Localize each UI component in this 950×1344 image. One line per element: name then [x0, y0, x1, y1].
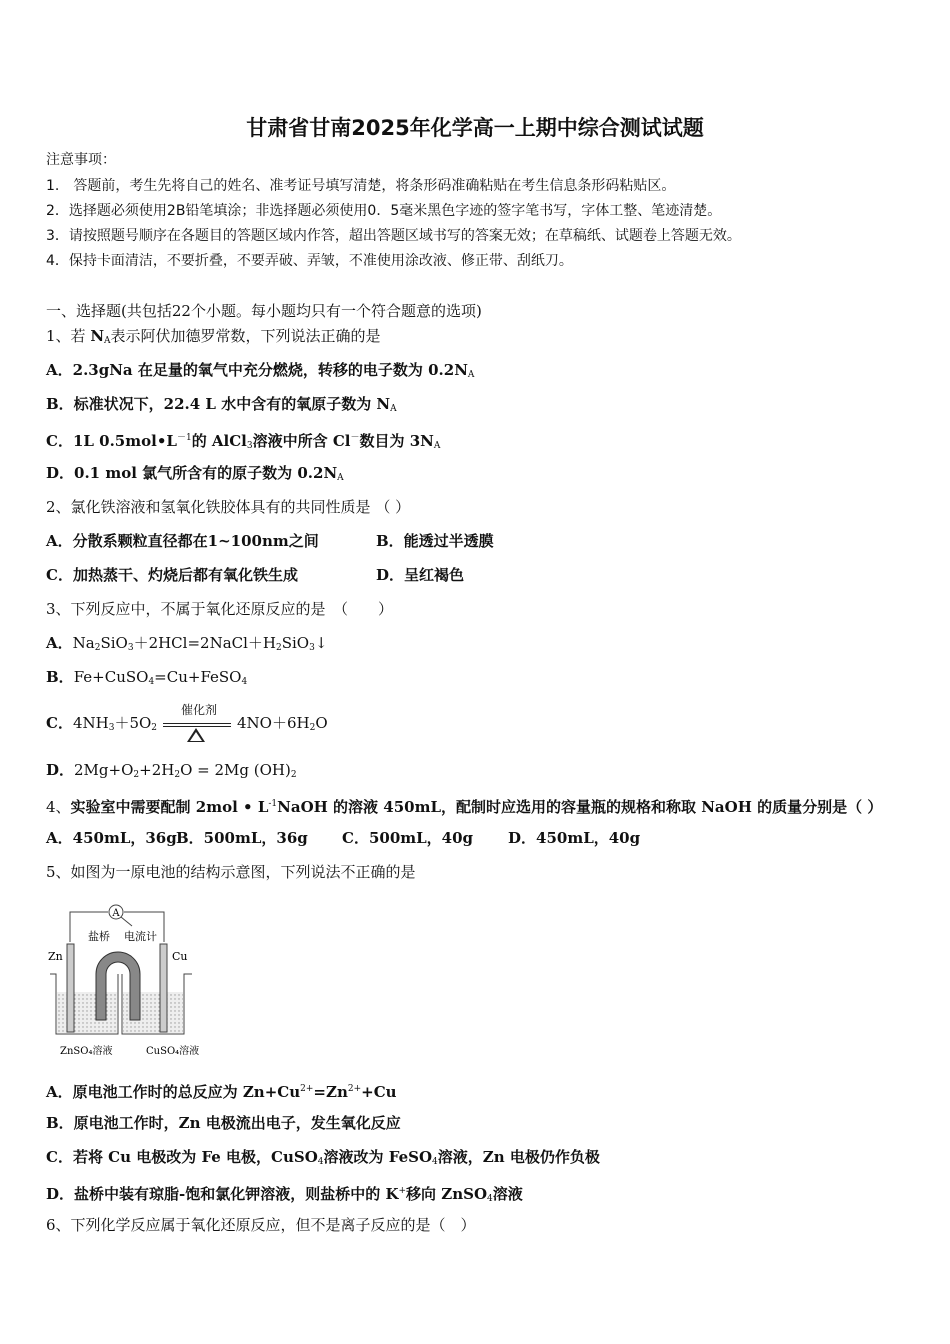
- text-segment: Na: [72, 634, 95, 652]
- section-heading: 一、选择题(共包括22个小题。每小题均只有一个符合题意的选项): [46, 302, 482, 320]
- text-segment: C．若将 Cu 电极改为 Fe 电极，CuSO: [46, 1148, 318, 1166]
- galvanic-cell-diagram: [46, 902, 216, 1062]
- text-segment: C．1L 0.5mol•L: [46, 432, 177, 450]
- question-line: [46, 326, 381, 351]
- catalyst-label: 催化剂: [181, 703, 218, 717]
- question-line: [46, 1215, 476, 1235]
- option: B．500mL，36g: [176, 829, 308, 847]
- equals-line: [163, 726, 231, 727]
- superscript: －1: [176, 433, 192, 443]
- question-line: [46, 633, 327, 658]
- subscript: A: [337, 473, 344, 483]
- subscript: 2: [133, 770, 140, 780]
- text-segment: D．盐桥中装有琼脂-饱和氯化钾溶液，则盐桥中的 K: [46, 1185, 399, 1203]
- question-line: [46, 794, 882, 817]
- subscript: 3: [246, 441, 253, 451]
- text-segment: 溶液: [492, 1185, 523, 1203]
- ammeter-label: A: [112, 908, 120, 919]
- superscript: －: [350, 433, 360, 443]
- subscript: 2: [151, 723, 158, 733]
- text-segment: B．原电池工作时，Zn 电极流出电子，发生氧化反应: [46, 1114, 401, 1132]
- text-segment: ＋5O: [114, 714, 152, 732]
- notice-item: 3．请按照题号顺序在各题目的答题区域内作答，超出答题区域书写的答案无效；在草稿纸、试题卷上答题无效。: [46, 228, 741, 244]
- text-segment: NaOH 的溶液 450mL，配制时应选用的容量瓶的规格和称取 NaOH 的质量分别是（ ）: [277, 798, 883, 816]
- text-segment: 4NO＋6H: [237, 714, 310, 732]
- text-segment: A．原电池工作时的总反应为 Zn+Cu: [46, 1083, 301, 1101]
- option: A．分散系颗粒直径都在1~100nm之间: [46, 532, 319, 550]
- text-segment: 4、: [46, 798, 71, 816]
- question-line: [46, 760, 297, 785]
- zn-label: Zn: [48, 950, 63, 963]
- question-line: [46, 394, 397, 419]
- reaction-condition-arrow: [159, 703, 235, 734]
- text-segment: N: [90, 327, 105, 345]
- page-title: 甘肃省甘南2025年化学高一上期中综合测试试题: [246, 116, 704, 140]
- text-segment: 3、下列反应中，不属于氧化还原反应的是 （ ）: [46, 600, 394, 618]
- question-line: [46, 862, 416, 882]
- text-segment: O: [315, 714, 328, 732]
- subscript: 2: [309, 723, 316, 733]
- option: B．能透过半透膜: [376, 532, 494, 550]
- text-segment: 数目为 3N: [359, 432, 434, 450]
- text-segment: A．: [46, 634, 73, 652]
- cu-label: Cu: [172, 950, 188, 963]
- text-segment: =Cu+FeSO: [154, 668, 242, 686]
- subscript: 4: [487, 1194, 493, 1204]
- question-line: [46, 428, 440, 456]
- text-segment: 实验室中需要配制 2mol • L: [70, 798, 269, 816]
- text-segment: 2Mg+O: [74, 761, 134, 779]
- equals-line: [163, 723, 231, 724]
- text-segment: 溶液，Zn 电极仍作负极: [437, 1148, 600, 1166]
- subscript: A: [390, 404, 397, 414]
- notice-heading: 注意事项：: [46, 152, 116, 168]
- text-segment: 1、若: [46, 327, 91, 345]
- text-segment: 溶液改为 FeSO: [323, 1148, 433, 1166]
- option: D．呈红褐色: [376, 566, 465, 584]
- notice-item: 1. 答题前，考生先将自己的姓名、准考证号填写清楚，将条形码准确粘贴在考生信息条形码粘贴区。: [46, 178, 676, 194]
- notice-item: 4．保持卡面清洁，不要折叠，不要弄破、弄皱，不准使用涂改液、修正带、刮纸刀。: [46, 253, 573, 269]
- subscript: A: [467, 370, 475, 380]
- text-segment: A．2.3gNa 在足量的氧气中充分燃烧，转移的电子数为 0.2N: [46, 361, 468, 379]
- text-segment: Fe+CuSO: [73, 668, 149, 686]
- text-segment: =Zn: [313, 1083, 348, 1101]
- cu-electrode: [160, 944, 167, 1032]
- option: C．500mL，40g: [342, 829, 474, 847]
- text-segment: 5、如图为一原电池的结构示意图，下列说法不正确的是: [46, 863, 416, 881]
- superscript: 2+: [300, 1084, 314, 1094]
- pointer-line: [121, 917, 132, 926]
- text-segment: 2、氯化铁溶液和氢氧化铁胶体具有的共同性质是 （ ）: [46, 498, 411, 516]
- text-segment: B．标准状况下，22.4 L 水中含有的氧原子数为 N: [46, 395, 391, 413]
- salt-bridge-label: 盐桥: [88, 930, 110, 943]
- left-solution: [57, 992, 117, 1033]
- subscript: 4: [432, 1157, 438, 1167]
- superscript: -1: [268, 799, 278, 809]
- option: C．加热蒸干、灼烧后都有氧化铁生成: [46, 566, 298, 584]
- subscript: 4: [241, 677, 248, 687]
- subscript: 4: [317, 1157, 324, 1167]
- text-segment: 溶液中所含 Cl: [252, 432, 351, 450]
- text-segment: D．0.1 mol 氯气所含有的原子数为 0.2N: [46, 464, 338, 482]
- subscript: A: [104, 336, 111, 346]
- galvanometer-label: 电流计: [124, 930, 157, 943]
- subscript: 2: [276, 643, 282, 653]
- text-segment: C．: [46, 714, 73, 732]
- text-segment: +Cu: [361, 1083, 397, 1101]
- text-segment: ＋2HCl=2NaCl＋H: [133, 634, 276, 652]
- cuso4-label: CuSO₄溶液: [146, 1046, 200, 1057]
- subscript: 3: [127, 643, 134, 653]
- superscript: 2+: [347, 1084, 362, 1094]
- subscript: 2: [94, 643, 101, 653]
- subscript: 3: [309, 643, 315, 653]
- option: A．450mL，36g: [46, 829, 177, 847]
- question-line: [46, 463, 344, 488]
- text-segment: 表示阿伏加德罗常数，下列说法正确的是: [110, 327, 381, 345]
- question-line: [46, 497, 410, 517]
- question-line: [46, 360, 474, 385]
- text-segment: D．: [46, 761, 75, 779]
- superscript: +: [398, 1186, 407, 1196]
- question-line: [46, 531, 494, 551]
- question-line: [46, 1147, 600, 1172]
- question-line: [46, 1181, 523, 1209]
- text-segment: O = 2Mg (OH): [180, 761, 291, 779]
- subscript: 3: [108, 723, 115, 733]
- text-segment: 4NH: [72, 714, 109, 732]
- question-line: [46, 1079, 397, 1102]
- text-segment: 移向 ZnSO: [406, 1185, 488, 1203]
- question-line: [46, 1113, 401, 1133]
- text-segment: SiO: [100, 634, 128, 652]
- znso4-label: ZnSO₄溶液: [60, 1046, 113, 1057]
- text-segment: ↓: [314, 634, 328, 652]
- text-segment: 的 AlCl: [191, 432, 247, 450]
- text-segment: 6、下列化学反应属于氧化还原反应，但不是离子反应的是（ ）: [46, 1216, 476, 1234]
- question-line: [46, 667, 247, 692]
- question-line: [46, 565, 464, 585]
- question-line: [46, 703, 328, 738]
- zn-electrode: [67, 944, 74, 1032]
- subscript: 4: [148, 677, 155, 687]
- text-segment: B．: [46, 668, 74, 686]
- subscript: 2: [290, 770, 297, 780]
- notice-item: 2．选择题必须使用2B铅笔填涂；非选择题必须使用0．5毫米黑色字迹的签字笔书写，字体工整、笔迹清楚。: [46, 203, 722, 219]
- subscript: 2: [174, 770, 181, 780]
- question-line: [46, 599, 393, 619]
- text-segment: +2H: [139, 761, 175, 779]
- text-segment: SiO: [281, 634, 310, 652]
- question-line: [46, 828, 640, 848]
- subscript: A: [433, 441, 441, 451]
- option: D．450mL，40g: [508, 829, 641, 847]
